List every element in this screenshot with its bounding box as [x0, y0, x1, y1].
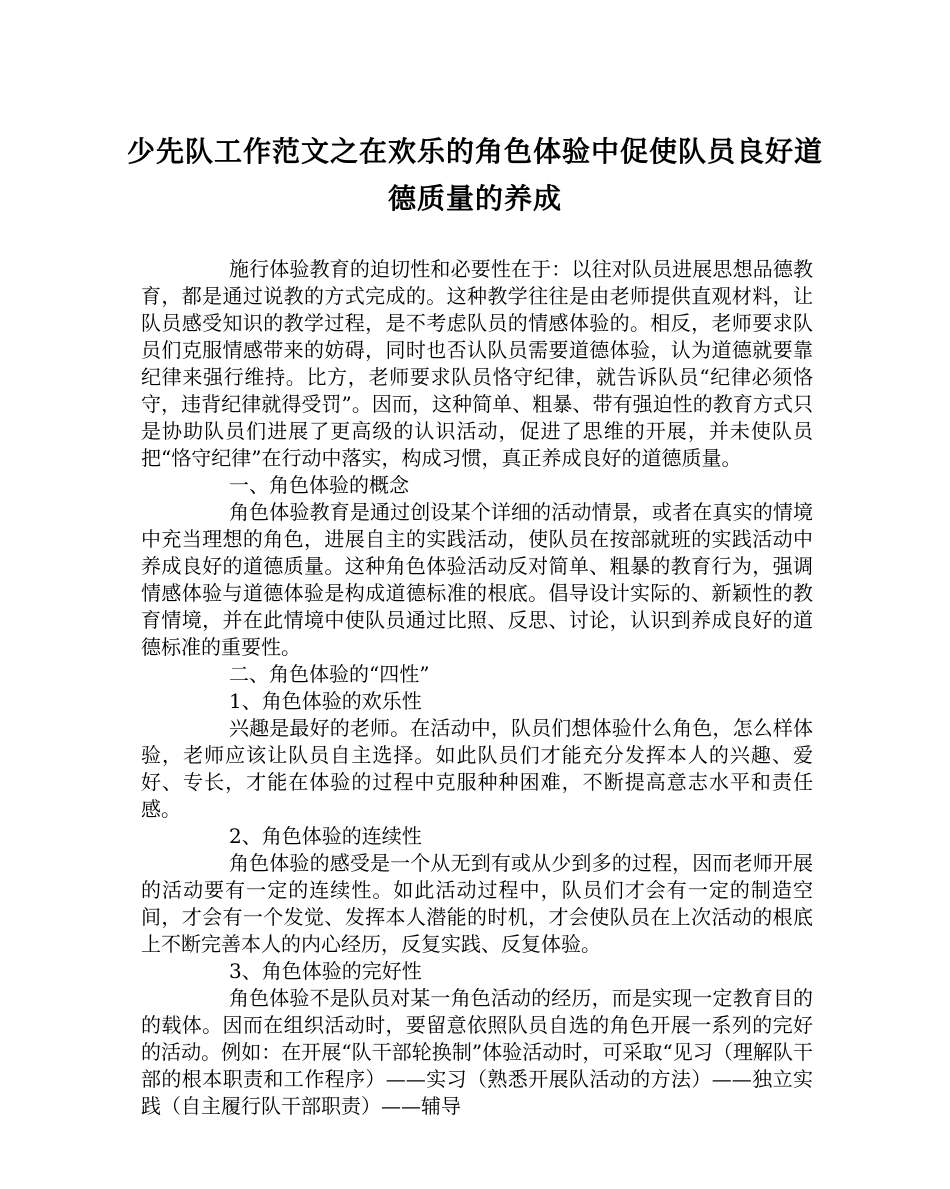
paragraph-continuity: 角色体验的感受是一个从无到有或从少到多的过程，因而老师开展的活动要有一定的连续性。如此活动过程中，队员们才会有一定的制造空间，才会有一个发觉、发挥本人潜能的时机，才会使队员在上次活动的根底上不断完善本人的内心经历，反复实践、反复体验。 [141, 851, 813, 956]
document-body [141, 256, 813, 1120]
subheading-completeness: 3、角色体验的完好性 [229, 959, 422, 983]
subheading-continuity: 2、角色体验的连续性 [229, 824, 422, 848]
paragraph-intro: 施行体验教育的迫切性和必要性在于：以往对队员进展思想品德教育，都是通过说教的方式完成的。这种教学往往是由老师提供直观材料，让队员感受知识的教学过程，是不考虑队员的情感体验的。相反，老师要求队员们克服情感带来的妨碍，同时也否认队员需要道德体验，认为道德就要靠纪律来强行维持。比方，老师要求队员恪守纪律，就告诉队员“纪律必须恪守，违背纪律就得受罚”。因而，这种简单、粗暴、带有强迫性的教育方式只是协助队员们进展了更高级的认识活动，促进了思维的开展，并未使队员把“恪守纪律”在行动中落实，构成习惯，真正养成良好的道德质量。 [141, 257, 813, 470]
document-title: 少先队工作范文之在欢乐的角色体验中促使队员良好道德质量的养成 [126, 135, 823, 215]
paragraph-completeness: 角色体验不是队员对某一角色活动的经历，而是实现一定教育目的的载体。因而在组织活动时，要留意依照队员自选的角色开展一系列的完好的活动。例如：在开展“队干部轮换制”体验活动时，可采取“见习（理解队干部的根本职责和工作程序）——实习（熟悉开展队活动的方法）——独立实践（自主履行队干部职责）——辅导 [141, 986, 813, 1118]
section-heading-1: 一、角色体验的概念 [229, 473, 409, 497]
paragraph-concept: 角色体验教育是通过创设某个详细的活动情景，或者在真实的情境中充当理想的角色，进展自主的实践活动，使队员在按部就班的实践活动中养成良好的道德质量。这种角色体验活动反对简单、粗暴的教育行为，强调情感体验与道德体验是构成道德标准的根底。倡导设计实际的、新颖性的教育情境，并在此情境中使队员通过比照、反思、讨论，认识到养成良好的道德标准的重要性。 [141, 500, 813, 659]
subheading-joy: 1、角色体验的欢乐性 [229, 689, 422, 713]
paragraph-joy: 兴趣是最好的老师。在活动中，队员们想体验什么角色，怎么样体验，老师应该让队员自主选择。如此队员们才能充分发挥本人的兴趣、爱好、专长，才能在体验的过程中克服种种困难，不断提高意志水平和责任感。 [141, 716, 813, 821]
section-heading-2: 二、角色体验的“四性” [229, 662, 430, 686]
